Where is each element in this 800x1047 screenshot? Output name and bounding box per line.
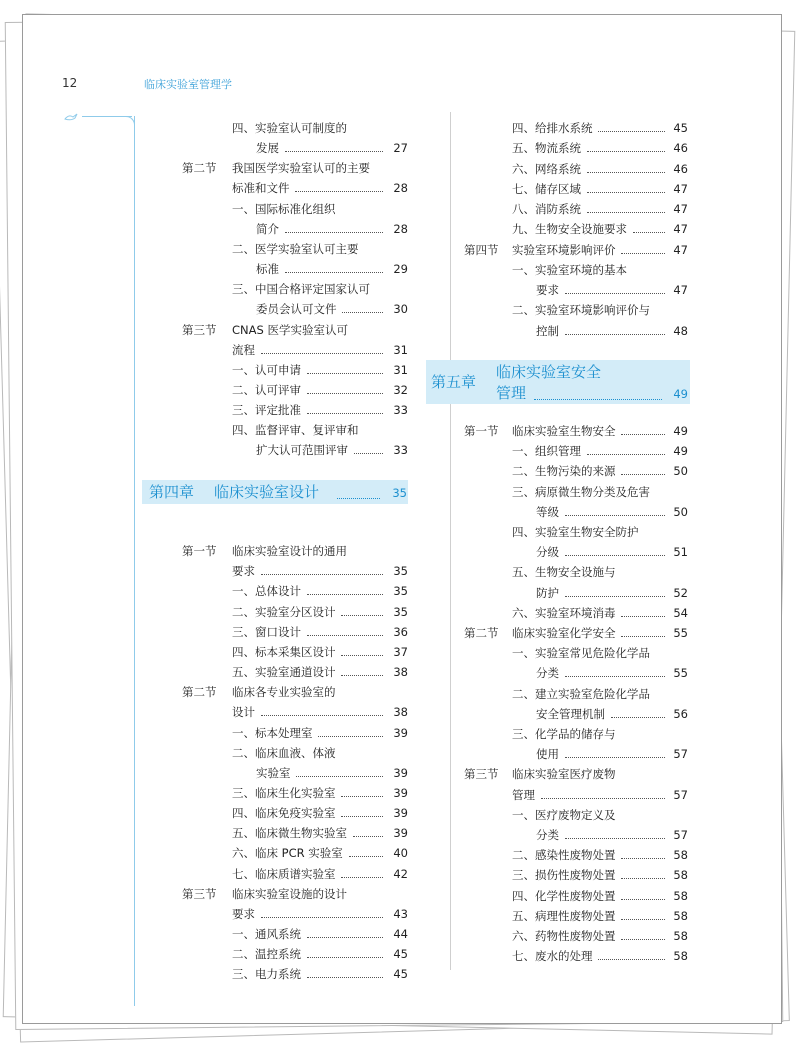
toc-entry-title: 二、认可评审	[232, 382, 301, 397]
page-ref: 56	[673, 706, 688, 721]
page-ref: 48	[673, 323, 688, 338]
chapter-5-leader	[534, 399, 662, 400]
page-ref: 58	[673, 949, 688, 964]
leader-dots	[565, 293, 665, 294]
page-ref: 38	[393, 705, 408, 720]
page-ref: 51	[673, 545, 688, 560]
toc-entry-title: 三、窗口设计	[232, 624, 301, 639]
toc-entry-title: 实验室环境影响评价	[512, 242, 616, 257]
toc-entry-title: 六、网络系统	[512, 161, 581, 176]
toc-entry-title: 委员会认可文件	[256, 302, 337, 317]
toc-entry-title: 二、建立实验室危险化学品	[512, 686, 650, 701]
page-ref: 35	[393, 604, 408, 619]
toc-entry-title: 四、给排水系统	[512, 121, 593, 135]
page-ref: 49	[673, 424, 688, 438]
section-label: 第二节	[182, 161, 217, 176]
toc-entry-title: 七、临床质谱实验室	[232, 866, 336, 881]
toc-entry-title: 一、组织管理	[512, 444, 581, 459]
toc-entry-title: 四、标本采集区设计	[232, 644, 336, 659]
leader-dots	[307, 393, 383, 394]
page-ref: 31	[393, 362, 408, 377]
leader-dots	[285, 272, 383, 273]
page-ref: 58	[673, 929, 688, 943]
toc-entry-title: 五、物流系统	[512, 141, 581, 156]
leader-dots	[307, 635, 383, 636]
leader-dots	[565, 838, 665, 839]
toc-entry-title: 三、病原微生物分类及危害	[512, 484, 650, 499]
toc-entry-title: 三、化学品的储存与	[512, 727, 616, 741]
page-ref: 52	[673, 585, 688, 600]
toc-entry-title: 防护	[536, 585, 559, 600]
leader-dots	[341, 877, 383, 878]
toc-entry-title: 四、实验室认可制度的	[232, 121, 347, 135]
toc-entry-title: 发展	[256, 141, 279, 156]
leader-dots	[598, 959, 665, 960]
toc-entry-title: 六、实验室环境消毒	[512, 605, 616, 620]
page-ref: 32	[393, 382, 408, 397]
toc-entry-title: 要求	[536, 283, 559, 297]
section-label: 第三节	[182, 886, 217, 901]
leader-dots	[341, 796, 383, 797]
leader-dots	[341, 615, 383, 616]
toc-entry-title: 三、电力系统	[232, 967, 301, 982]
page-ref: 47	[673, 222, 688, 237]
page-ref: 45	[393, 947, 408, 962]
page-ref: 47	[673, 283, 688, 297]
toc-entry-title: CNAS 医学实验室认可	[232, 322, 348, 337]
page-ref: 47	[673, 202, 688, 216]
leader-dots	[285, 232, 383, 233]
page-ref: 43	[393, 906, 408, 921]
page-ref: 42	[393, 866, 408, 881]
section-label: 第三节	[182, 322, 217, 337]
leader-dots	[541, 798, 665, 799]
section-label: 第二节	[464, 626, 499, 640]
leader-dots	[565, 596, 665, 597]
toc-entry-title: 扩大认可范围评审	[256, 443, 348, 458]
page-ref: 54	[673, 605, 688, 620]
running-title: 临床实验室管理学	[144, 78, 232, 91]
page-ref: 29	[393, 262, 408, 277]
page-ref: 47	[673, 242, 688, 257]
toc-entry-title: 四、化学性废物处置	[512, 888, 616, 903]
toc-entry-title: 六、药物性废物处置	[512, 929, 616, 943]
toc-entry-title: 一、通风系统	[232, 927, 301, 941]
toc-entry-title: 要求	[232, 906, 255, 921]
toc-entry-title: 使用	[536, 747, 559, 762]
page-ref: 28	[393, 181, 408, 196]
page-ref: 33	[393, 403, 408, 418]
toc-entry-title: 简介	[256, 221, 279, 236]
page-ref: 33	[393, 443, 408, 458]
leader-dots	[296, 776, 383, 777]
toc-entry-title: 分级	[536, 545, 559, 560]
section-label: 第二节	[182, 685, 217, 700]
chapter-4-label: 第四章	[149, 483, 195, 501]
page-ref: 35	[393, 584, 408, 599]
toc-entry-title: 四、监督评审、复评审和	[232, 423, 359, 438]
chapter-4-leader	[337, 498, 380, 499]
toc-entry-title: 三、评定批准	[232, 403, 301, 418]
leader-dots	[261, 353, 383, 354]
chapter-5-page[interactable]: 49	[673, 387, 688, 401]
toc-entry-title: 九、生物安全设施要求	[512, 222, 627, 237]
toc-entry-title: 三、中国合格评定国家认可	[232, 282, 370, 297]
toc-entry-title: 一、标本处理室	[232, 725, 313, 740]
toc-entry-title: 四、实验室生物安全防护	[512, 525, 639, 539]
page-ref: 27	[393, 141, 408, 156]
leader-dots	[341, 675, 383, 676]
toc-entry-title: 五、生物安全设施与	[512, 565, 616, 580]
chapter-4-page[interactable]: 35	[392, 486, 407, 500]
toc-entry-title: 分类	[536, 666, 559, 681]
toc-entry-title: 一、实验室环境的基本	[512, 262, 627, 277]
leader-dots	[261, 917, 383, 918]
toc-entry-title: 临床实验室医疗废物	[512, 767, 616, 782]
leader-dots	[342, 312, 383, 313]
section-label: 第一节	[182, 544, 217, 559]
leader-dots	[307, 594, 383, 595]
chapter-5-title-line2: 管理	[496, 384, 527, 402]
section-label: 第一节	[464, 424, 499, 438]
leader-dots	[611, 717, 665, 718]
leader-dots	[318, 736, 383, 737]
leader-dots	[261, 715, 383, 716]
toc-entry-title: 一、医疗废物定义及	[512, 807, 616, 822]
toc-entry-title: 二、实验室环境影响评价与	[512, 303, 650, 318]
page-ref: 44	[393, 927, 408, 941]
page-ref: 57	[673, 747, 688, 762]
leader-dots	[598, 131, 665, 132]
leader-dots	[565, 757, 665, 758]
page-ref: 46	[673, 141, 688, 156]
page-ref: 35	[393, 564, 408, 579]
toc-entry-title: 三、损伤性废物处置	[512, 868, 616, 883]
page-ref: 36	[393, 624, 408, 639]
toc-entry-title: 二、临床血液、体液	[232, 745, 336, 760]
toc-entry-title: 控制	[536, 323, 559, 338]
column-divider	[450, 112, 451, 970]
toc-entry-title: 二、实验室分区设计	[232, 604, 336, 619]
leader-dots	[587, 212, 665, 213]
page-ref: 37	[393, 644, 408, 659]
toc-entry-title: 我国医学实验室认可的主要	[232, 161, 370, 176]
toc-entry-title: 七、废水的处理	[512, 949, 593, 964]
leader-dots	[307, 937, 383, 938]
page-ref: 47	[673, 181, 688, 196]
page-ref: 39	[393, 826, 408, 841]
toc-entry-title: 临床实验室设施的设计	[232, 886, 347, 901]
toc-entry-title: 临床各专业实验室的	[232, 685, 336, 700]
leader-dots	[307, 413, 383, 414]
page-ref: 38	[393, 665, 408, 680]
leader-dots	[565, 555, 665, 556]
leader-dots	[341, 816, 383, 817]
page-ref: 50	[673, 464, 688, 479]
page-ref: 58	[673, 848, 688, 863]
toc-entry-title: 五、临床微生物实验室	[232, 826, 347, 841]
leader-dots	[587, 172, 665, 173]
page-ref: 28	[393, 221, 408, 236]
toc-entry-title: 五、实验室通道设计	[232, 665, 336, 680]
toc-entry-title: 流程	[232, 342, 255, 357]
toc-entry-title: 实验室	[256, 765, 291, 780]
toc-entry-title: 四、临床免疫实验室	[232, 806, 336, 821]
toc-entry-title: 一、国际标准化组织	[232, 201, 336, 216]
page-ref: 39	[393, 725, 408, 740]
section-label: 第四节	[464, 242, 499, 257]
toc-entry-title: 设计	[232, 705, 255, 720]
leader-dots	[261, 574, 383, 575]
toc-entry-title: 二、生物污染的来源	[512, 464, 616, 479]
toc-entry-title: 等级	[536, 504, 559, 519]
toc-entry-title: 标准和文件	[232, 181, 290, 196]
leader-dots	[587, 454, 665, 455]
leader-dots	[307, 373, 383, 374]
page-ref: 57	[673, 787, 688, 802]
page-ref: 39	[393, 765, 408, 780]
page-ref: 45	[393, 967, 408, 982]
bird-icon	[64, 112, 78, 122]
toc-entry-title: 六、临床 PCR 实验室	[232, 846, 343, 861]
toc-entry-title: 安全管理机制	[536, 706, 605, 721]
leader-dots	[295, 191, 383, 192]
page-ref: 55	[673, 626, 688, 640]
chapter-5-title-line1: 临床实验室安全	[496, 363, 602, 381]
page-ref: 58	[673, 888, 688, 903]
page-ref: 45	[673, 121, 688, 135]
page-ref: 57	[673, 828, 688, 842]
toc-entry-title: 五、病理性废物处置	[512, 908, 616, 923]
toc-entry-title: 临床实验室化学安全	[512, 626, 616, 640]
leader-dots	[285, 151, 383, 152]
page-ref: 55	[673, 666, 688, 681]
toc-entry-title: 一、实验室常见危险化学品	[512, 646, 650, 661]
page-ref: 31	[393, 342, 408, 357]
leader-dots	[307, 957, 383, 958]
page-ref: 30	[393, 302, 408, 317]
toc-entry-title: 二、温控系统	[232, 947, 301, 962]
page-ref: 39	[393, 785, 408, 800]
section-label: 第三节	[464, 767, 499, 782]
leader-dots	[565, 515, 665, 516]
toc-entry-title: 二、医学实验室认可主要	[232, 241, 359, 256]
toc-entry-title: 八、消防系统	[512, 202, 581, 216]
leader-dots	[565, 334, 665, 335]
page-ref: 46	[673, 161, 688, 176]
page-ref: 40	[393, 846, 408, 861]
decorative-vertical-line	[134, 116, 135, 1006]
page-ref: 49	[673, 444, 688, 459]
toc-entry-title: 三、临床生化实验室	[232, 785, 336, 800]
leader-dots	[307, 977, 383, 978]
chapter-4-title: 临床实验室设计	[214, 483, 320, 501]
toc-entry-title: 临床实验室生物安全	[512, 424, 616, 438]
toc-entry-title: 管理	[512, 787, 535, 802]
leader-dots	[587, 151, 665, 152]
toc-entry-title: 七、储存区域	[512, 181, 581, 196]
chapter-5-label: 第五章	[431, 373, 477, 391]
toc-entry-title: 二、感染性废物处置	[512, 848, 616, 863]
page-ref: 39	[393, 806, 408, 821]
page-number: 12	[62, 76, 78, 90]
leader-dots	[565, 676, 665, 677]
leader-dots	[341, 655, 383, 656]
toc-entry-title: 一、总体设计	[232, 584, 301, 599]
toc-entry-title: 要求	[232, 564, 255, 579]
toc-entry-title: 标准	[256, 262, 279, 277]
toc-entry-title: 一、认可申请	[232, 362, 301, 377]
page-ref: 58	[673, 868, 688, 883]
leader-dots	[587, 192, 665, 193]
toc-entry-title: 分类	[536, 828, 559, 842]
page-ref: 58	[673, 908, 688, 923]
toc-entry-title: 临床实验室设计的通用	[232, 544, 347, 559]
page-ref: 50	[673, 504, 688, 519]
